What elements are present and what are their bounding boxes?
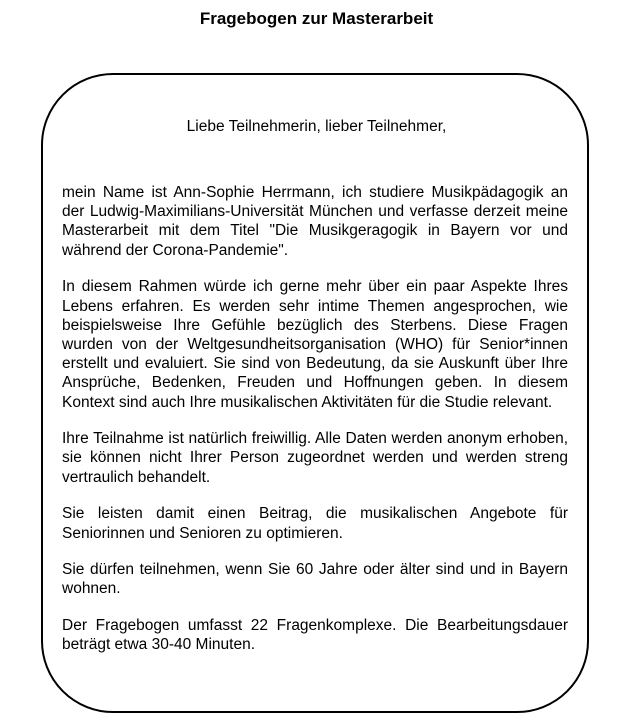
paragraph-contribution: Sie leisten damit einen Beitrag, die musikalischen Angebote für Seniorinnen und Senioren zu optimieren. xyxy=(62,505,568,542)
body-text xyxy=(62,183,568,672)
paragraph-introduction: mein Name ist Ann-Sophie Herrmann, ich studiere Musikpädagogik an der Ludwig-Maximilians-Universität München und verfasse derzeit meine Masterarbeit mit dem Titel "Die Musikgeragogik in Bayern vor und während der Corona-Pandemie". xyxy=(62,184,568,259)
paragraph-eligibility: Sie dürfen teilnehmen, wenn Sie 60 Jahre oder älter sind und in Bayern wohnen. xyxy=(62,561,568,598)
paragraph-voluntary: Ihre Teilnahme ist natürlich freiwillig. Alle Daten werden anonym erhoben, sie können nicht Ihrer Person zugeordnet werden und werden streng vertraulich behandelt. xyxy=(62,430,568,486)
paragraph-duration: Der Fragebogen umfasst 22 Fragenkomplexe. Die Bearbeitungsdauer beträgt etwa 30-40 Minuten. xyxy=(62,617,568,654)
paragraph-purpose: In diesem Rahmen würde ich gerne mehr über ein paar Aspekte Ihres Lebens erfahren. Es werden sehr intime Themen angesprochen, wie beispielsweise Ihre Gefühle bezüglich des Sterbens. Diese Fragen wurden von der Weltgesundheitsorganisation (WHO) für Senior*innen erstellt und evaluiert. Sie sind von Bedeutung, da sie Auskunft über Ihre Ansprüche, Bedenken, Freuden und Hoffnungen geben. In diesem Kontext sind auch Ihre musikalischen Aktivitäten für die Studie relevant. xyxy=(62,278,568,411)
greeting: Liebe Teilnehmerin, lieber Teilnehmer, xyxy=(186,118,447,135)
page-title: Fragebogen zur Masterarbeit xyxy=(199,9,434,28)
